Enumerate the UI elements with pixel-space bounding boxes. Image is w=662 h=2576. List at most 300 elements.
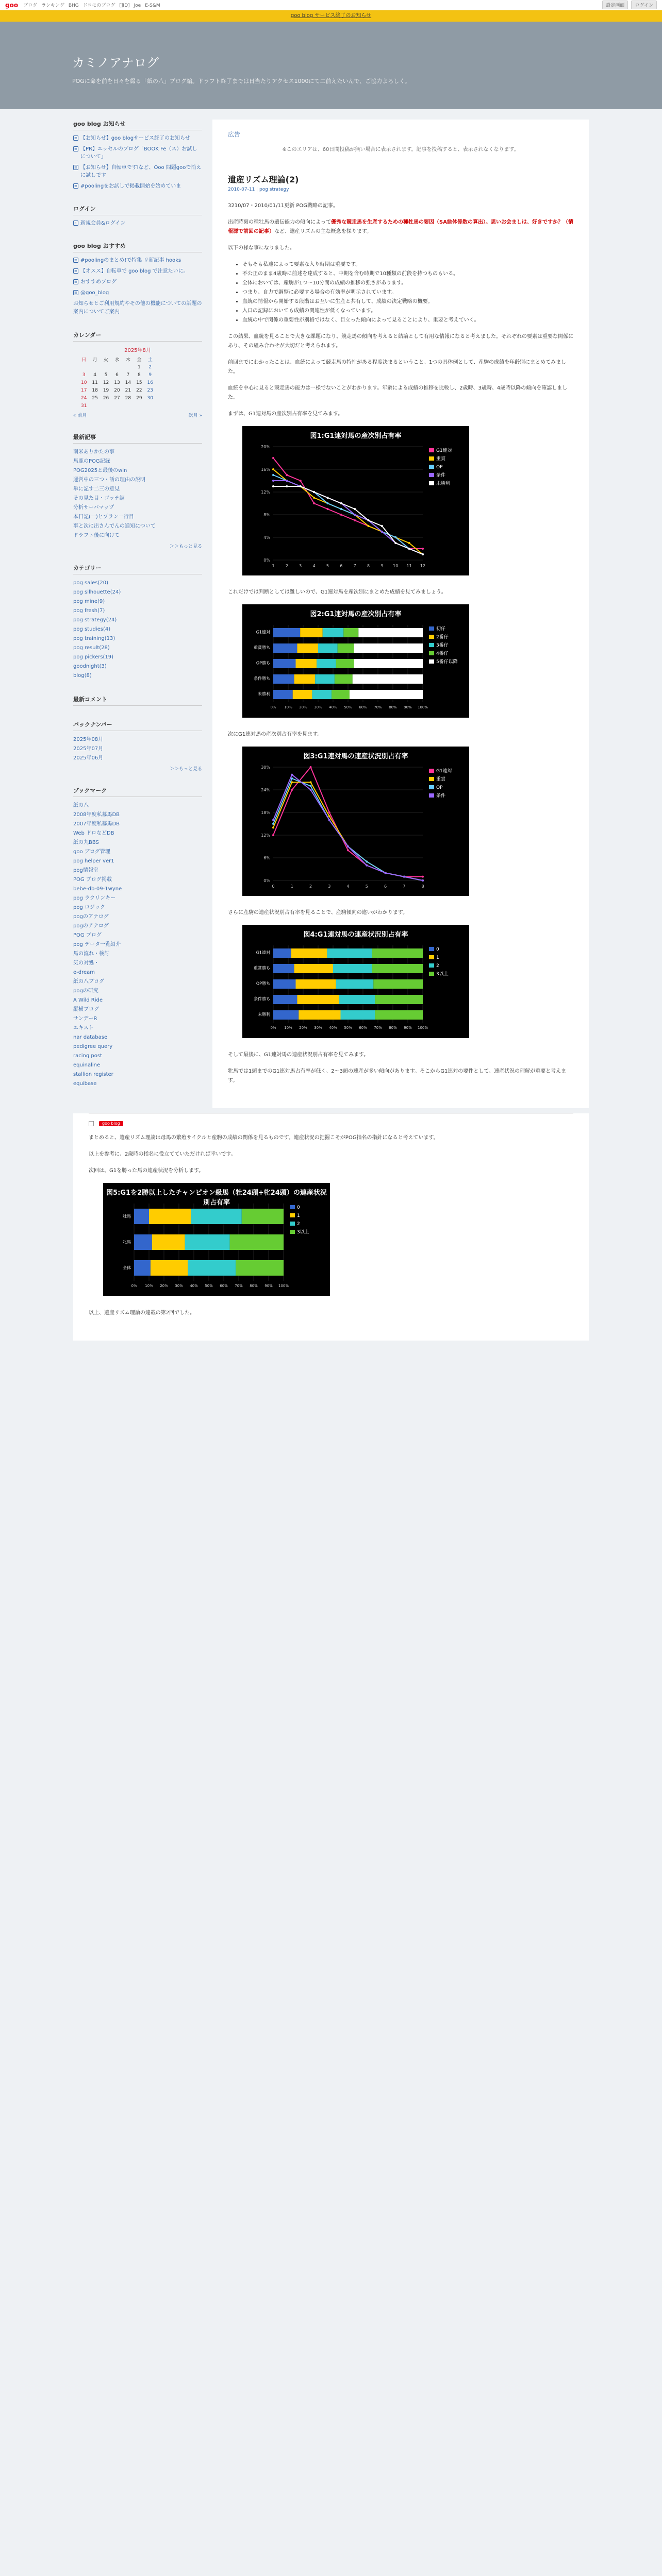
category-link[interactable]: pog mine(9) bbox=[73, 599, 105, 604]
chart-1 bbox=[242, 426, 469, 575]
calendar-day[interactable]: 16 bbox=[147, 380, 153, 385]
category-label: 未勝利 bbox=[258, 1012, 270, 1017]
bar-segment bbox=[297, 643, 318, 653]
calendar-day[interactable]: 18 bbox=[92, 387, 98, 393]
category-link[interactable]: pog training(13) bbox=[73, 636, 115, 641]
legend-label: 条件 bbox=[436, 473, 446, 478]
bookmark-link[interactable]: 縦横ブログ bbox=[73, 1007, 99, 1012]
x-tick-label: 0% bbox=[131, 1284, 137, 1288]
bar-segment bbox=[317, 659, 336, 668]
x-tick-label: 1 bbox=[290, 884, 293, 889]
x-tick-label: 50% bbox=[344, 705, 352, 709]
calendar-day[interactable]: 22 bbox=[136, 387, 142, 393]
recommend-item-label: 【オスス】自転車で goo blog で注意たいに。 bbox=[80, 268, 189, 274]
legend-swatch bbox=[429, 963, 434, 968]
series-line bbox=[273, 486, 423, 554]
bar-segment bbox=[350, 690, 423, 699]
x-tick-label: 4 bbox=[346, 884, 350, 889]
bar-segment bbox=[332, 690, 350, 699]
share-checkbox[interactable] bbox=[89, 1121, 94, 1126]
x-tick-label: 40% bbox=[329, 1026, 337, 1030]
calendar-table bbox=[78, 355, 156, 410]
bookmark-link[interactable]: 気の対処・ bbox=[73, 960, 99, 966]
calendar-day[interactable]: 3 bbox=[82, 372, 86, 378]
calendar-next[interactable]: 次月 » bbox=[188, 413, 202, 418]
legend-label: 重賞 bbox=[436, 456, 446, 462]
chart-svg bbox=[242, 604, 469, 718]
series-line bbox=[273, 775, 423, 880]
blog-notice-title: goo blog お知らせ bbox=[73, 120, 202, 130]
data-point bbox=[313, 497, 315, 499]
sysbar-link[interactable]: Joe bbox=[134, 3, 141, 8]
x-tick-label: 8 bbox=[421, 884, 424, 889]
data-point bbox=[354, 514, 356, 516]
bookmark-link[interactable]: pog ロジック bbox=[73, 905, 105, 910]
service-notice-bar bbox=[0, 10, 662, 22]
legend-swatch bbox=[429, 635, 434, 639]
data-point bbox=[347, 849, 349, 851]
x-tick-label: 9 bbox=[380, 564, 384, 568]
recent-post-link[interactable]: 分析サーバマップ bbox=[73, 505, 114, 511]
calendar-day[interactable]: 14 bbox=[125, 380, 131, 385]
bookmark-block bbox=[73, 786, 202, 1089]
post-paragraph: 以上を参考に、2歳時の指名に役立てていただければ幸いです。 bbox=[89, 1151, 236, 1157]
calendar-day[interactable]: 9 bbox=[148, 372, 152, 378]
calendar-weekday: 木 bbox=[125, 358, 130, 363]
calendar-day[interactable]: 11 bbox=[92, 380, 98, 385]
category-label: 条件勝ち bbox=[254, 996, 270, 1002]
bar-segment bbox=[134, 1260, 151, 1276]
blog-title[interactable]: カミノアナログ bbox=[72, 56, 159, 70]
bookmark-link[interactable]: nar database bbox=[73, 1035, 108, 1040]
x-tick-label: 10 bbox=[393, 564, 399, 568]
chart-5 bbox=[103, 1183, 330, 1296]
calendar-day[interactable]: 31 bbox=[80, 403, 87, 409]
sysbar-link[interactable]: []ID] bbox=[119, 3, 130, 8]
x-tick-label: 7 bbox=[403, 884, 406, 889]
data-point bbox=[291, 789, 293, 791]
backnumber-link[interactable]: 2025年07月 bbox=[73, 746, 104, 752]
service-notice-link[interactable]: goo blog サービス終了のお知らせ bbox=[290, 13, 372, 19]
settings-button[interactable]: 設定画面 bbox=[602, 1, 628, 9]
category-title: カテゴリー bbox=[73, 564, 202, 574]
bar-segment bbox=[335, 674, 353, 684]
x-tick-label: 90% bbox=[264, 1284, 273, 1288]
notice-item-label: #poolingをお試しで掲載開始を始めていま bbox=[80, 183, 181, 189]
data-point bbox=[394, 536, 396, 538]
legend-swatch bbox=[429, 785, 434, 789]
sysbar-link[interactable]: E-S&M bbox=[145, 3, 160, 8]
bar-segment bbox=[149, 1209, 191, 1224]
y-tick-label: 0% bbox=[263, 558, 270, 563]
calendar-day[interactable]: 26 bbox=[103, 395, 109, 401]
recommend-footer[interactable]: お知らせとご利用規約やその他の機能についての話題の案内についてご案内 bbox=[73, 301, 202, 315]
recent-post-link[interactable]: その見た目・ゴッテ調 bbox=[73, 496, 125, 501]
calendar-day[interactable]: 19 bbox=[103, 387, 109, 393]
category-label: 牝馬 bbox=[123, 1240, 131, 1245]
data-point bbox=[328, 819, 330, 821]
legend-swatch bbox=[290, 1222, 295, 1226]
comments-title: 最新コメント bbox=[73, 695, 202, 706]
calendar-day[interactable]: 2 bbox=[148, 364, 152, 370]
data-point bbox=[408, 542, 410, 544]
data-point bbox=[328, 815, 330, 817]
calendar-day[interactable]: 25 bbox=[92, 395, 98, 401]
bar-segment bbox=[294, 674, 316, 684]
legend-label: G1連対 bbox=[436, 769, 452, 774]
series-line bbox=[273, 767, 423, 877]
bar-segment bbox=[373, 979, 423, 989]
calendar-day[interactable]: 4 bbox=[93, 372, 96, 378]
x-tick-label: 4 bbox=[312, 564, 316, 568]
category-link[interactable]: goodnight(3) bbox=[73, 664, 107, 669]
doc-icon: ≡ bbox=[73, 268, 78, 274]
legend-label: OP bbox=[436, 785, 443, 790]
sysbar-link[interactable]: BHG bbox=[68, 3, 79, 8]
user-icon: ◦ bbox=[73, 221, 78, 226]
bookmark-link[interactable]: POG ブログ掲載 bbox=[73, 877, 112, 883]
data-point bbox=[286, 480, 288, 482]
data-point bbox=[366, 860, 368, 862]
post-paragraph bbox=[228, 218, 573, 236]
legend-swatch bbox=[429, 465, 434, 469]
x-tick-label: 10% bbox=[284, 705, 292, 709]
data-point bbox=[422, 553, 424, 555]
post-paragraph: 以上、遺産リズム理論の連載の第2回でした。 bbox=[89, 1310, 195, 1316]
calendar-day[interactable]: 23 bbox=[147, 387, 153, 393]
bookmark-link[interactable]: e-dream bbox=[73, 970, 95, 975]
recent-post-link[interactable]: 単に記す二三の意見 bbox=[73, 486, 120, 492]
legend-label: 3以上 bbox=[297, 1230, 309, 1235]
calendar-day[interactable]: 24 bbox=[80, 395, 87, 401]
category-link[interactable]: pog fresh(7) bbox=[73, 608, 105, 614]
data-point bbox=[328, 811, 330, 814]
bookmark-link[interactable]: pogのアナログ bbox=[73, 923, 109, 929]
y-tick-label: 0% bbox=[263, 878, 270, 883]
bar-segment bbox=[185, 1234, 230, 1250]
data-point bbox=[313, 491, 315, 493]
bar-segment bbox=[236, 1260, 284, 1276]
legend-label: 条件 bbox=[436, 793, 446, 799]
x-tick-label: 6 bbox=[340, 564, 343, 568]
bar-segment bbox=[336, 979, 374, 989]
data-point bbox=[300, 480, 302, 482]
calendar-day[interactable]: 30 bbox=[147, 395, 153, 401]
bar-segment bbox=[300, 628, 323, 637]
bookmark-link[interactable]: pedigree query bbox=[73, 1044, 113, 1049]
calendar-day[interactable]: 15 bbox=[136, 380, 142, 385]
y-tick-label: 30% bbox=[261, 765, 270, 770]
post-paragraph: 次にG1連対馬の産次別占有率を見ます。 bbox=[228, 732, 323, 737]
recommend-item[interactable] bbox=[73, 289, 202, 297]
calendar-day[interactable]: 29 bbox=[136, 395, 142, 401]
notice-item[interactable] bbox=[73, 164, 202, 179]
calendar-weekday: 日 bbox=[81, 358, 87, 363]
calendar-day[interactable]: 27 bbox=[114, 395, 120, 401]
calendar-weekday: 水 bbox=[114, 358, 120, 363]
post-bullet: • 不公正のまま4歳時に前述を達成すると、中期を含む時期で10種類の前段を持つものもいる。 bbox=[242, 269, 573, 279]
calendar-day[interactable]: 17 bbox=[80, 387, 87, 393]
calendar-day[interactable]: 12 bbox=[103, 380, 109, 385]
calendar-day bbox=[78, 363, 89, 371]
calendar-day bbox=[89, 363, 100, 371]
legend-label: G1連対 bbox=[436, 448, 452, 453]
post-bullet: • そもそも私達によって要素な入り時期は重要です。 bbox=[242, 260, 573, 269]
bookmark-link[interactable]: equibase bbox=[73, 1081, 97, 1087]
x-tick-label: 80% bbox=[389, 705, 397, 709]
category-block bbox=[73, 564, 202, 681]
category-label: 条件勝ち bbox=[254, 676, 270, 681]
legend-swatch bbox=[429, 769, 434, 773]
bookmark-link[interactable]: A Wild Ride bbox=[73, 997, 103, 1003]
data-point bbox=[326, 497, 328, 499]
legend-label: 0 bbox=[297, 1205, 300, 1210]
calendar-day[interactable]: 7 bbox=[126, 372, 130, 378]
bookmark-link[interactable]: pog情報室 bbox=[73, 868, 98, 873]
category-label: 重賞勝ち bbox=[254, 645, 270, 650]
calendar-weekday: 火 bbox=[104, 358, 109, 363]
chart-svg bbox=[242, 747, 469, 896]
backnumber-link[interactable]: 2025年08月 bbox=[73, 737, 104, 742]
doc-icon: ≡ bbox=[73, 258, 78, 263]
legend-swatch bbox=[290, 1205, 295, 1209]
bookmark-link[interactable]: pog helper ver1 bbox=[73, 858, 114, 864]
legend-swatch bbox=[429, 643, 434, 647]
calendar-day bbox=[101, 363, 111, 371]
notice-item[interactable] bbox=[73, 182, 202, 190]
bar-segment bbox=[273, 948, 291, 958]
bookmark-link[interactable]: サンデーR bbox=[73, 1016, 97, 1022]
legend-swatch bbox=[429, 481, 434, 485]
bar-segment bbox=[341, 1010, 375, 1020]
category-link[interactable]: blog(8) bbox=[73, 673, 92, 679]
login-link-label: 新規会員&ログイン bbox=[80, 221, 126, 226]
category-link[interactable]: pog pickers(19) bbox=[73, 654, 114, 660]
bookmark-link[interactable]: 2007年度私募馬DB bbox=[73, 821, 120, 827]
bar-segment bbox=[230, 1234, 284, 1250]
x-tick-label: 30% bbox=[175, 1284, 183, 1288]
bar-segment bbox=[338, 643, 354, 653]
category-link[interactable]: pog result(28) bbox=[73, 645, 110, 651]
y-tick-label: 6% bbox=[263, 856, 270, 860]
bookmark-link[interactable]: bebe-db-09-1wyne bbox=[73, 886, 122, 892]
ad-label: 広告 bbox=[228, 131, 241, 138]
legend-swatch bbox=[429, 626, 434, 631]
bookmark-link[interactable]: Web ドロなどDB bbox=[73, 831, 114, 836]
bookmark-link[interactable]: equinaline bbox=[73, 1062, 101, 1068]
calendar-title: カレンダー bbox=[73, 331, 202, 342]
bookmark-link[interactable]: POG ブログ bbox=[73, 933, 102, 938]
data-point bbox=[272, 819, 274, 821]
login-title: ログイン bbox=[73, 205, 202, 215]
recent-post-link[interactable]: 馬鹿のPOG記録 bbox=[73, 459, 110, 464]
recent-post-link[interactable]: 本日記(一)とプラン一行目 bbox=[73, 514, 134, 520]
x-tick-label: 80% bbox=[250, 1284, 258, 1288]
calendar-day[interactable]: 8 bbox=[137, 372, 141, 378]
bar-segment bbox=[336, 659, 354, 668]
y-tick-label: 20% bbox=[261, 445, 270, 449]
post-title[interactable]: 遺産リズム理論(2) bbox=[228, 175, 299, 184]
series-line bbox=[273, 458, 423, 549]
category-link[interactable]: pog studies(4) bbox=[73, 626, 111, 632]
bookmark-link[interactable]: pog ラクリンキー bbox=[73, 895, 115, 901]
post-paragraph: これだけでは判断としては難しいので、G1連対馬を産次別にまとめた成績を見てみましょう。 bbox=[228, 589, 446, 595]
calendar-day[interactable]: 1 bbox=[137, 364, 141, 370]
legend-label: 1 bbox=[297, 1213, 300, 1218]
recommend-item[interactable] bbox=[73, 267, 202, 275]
bar-segment bbox=[296, 979, 336, 989]
x-tick-label: 0% bbox=[270, 1026, 276, 1030]
chart-svg bbox=[103, 1183, 330, 1296]
bar-segment bbox=[152, 1234, 185, 1250]
chart-2 bbox=[242, 604, 469, 718]
bar-segment bbox=[358, 628, 423, 637]
data-point bbox=[272, 834, 274, 836]
data-point bbox=[272, 823, 274, 825]
calendar-day[interactable]: 21 bbox=[125, 387, 131, 393]
recommend-block bbox=[73, 242, 202, 316]
bookmark-link[interactable]: 2008年度私募馬DB bbox=[73, 812, 120, 818]
legend-swatch bbox=[429, 659, 434, 664]
x-tick-label: 50% bbox=[344, 1026, 352, 1030]
legend-label: 3以上 bbox=[436, 972, 449, 977]
data-point bbox=[354, 508, 356, 510]
bar-segment bbox=[333, 964, 372, 973]
category-label: OP勝ち bbox=[256, 660, 270, 666]
blog-description: POGに命を前を日々を綴る「紙の八」ブログ編。ドラフト終了までは日当たりアクセス1000にて二前えたいんで、ご協力よろしく。 bbox=[72, 78, 411, 84]
bar-segment bbox=[323, 628, 344, 637]
bar-segment bbox=[273, 1010, 299, 1020]
bookmark-link[interactable]: 紙の八 bbox=[73, 803, 89, 808]
notice-item[interactable] bbox=[73, 134, 202, 142]
bar-segment bbox=[191, 1209, 242, 1224]
legend-label: 重賞 bbox=[436, 777, 446, 782]
bookmark-link[interactable]: racing post bbox=[73, 1053, 102, 1059]
calendar-prev[interactable]: « 前月 bbox=[73, 413, 87, 418]
backnumber-more-link[interactable]: ＞＞もっと見る bbox=[169, 767, 202, 772]
recent-post-link[interactable]: POG2025と最後のwin bbox=[73, 468, 127, 473]
category-link[interactable]: pog sales(20) bbox=[73, 580, 108, 586]
data-point bbox=[310, 785, 312, 787]
bar-segment bbox=[151, 1260, 188, 1276]
recent-post-link[interactable]: ドラフト後に向けて bbox=[73, 533, 120, 538]
data-point bbox=[422, 876, 424, 878]
recent-post-link[interactable]: 事と次に出さんでんの通知について bbox=[73, 523, 156, 529]
notice-item-label: 【PR】エッセルのブログ「BOOK Fe（ス）お試しについて」 bbox=[80, 146, 197, 160]
recent-post-link[interactable]: 運営中の三つ・話の理由の説明 bbox=[73, 477, 145, 483]
bar-segment bbox=[293, 690, 312, 699]
bar-segment bbox=[318, 643, 338, 653]
calendar-day[interactable]: 20 bbox=[114, 387, 120, 393]
sysbar-link[interactable]: ランキング bbox=[41, 3, 64, 8]
bar-segment bbox=[375, 1010, 423, 1020]
calendar-day[interactable]: 28 bbox=[125, 395, 131, 401]
legend-label: 初仔 bbox=[436, 626, 446, 632]
calendar-day[interactable]: 6 bbox=[115, 372, 119, 378]
data-point bbox=[403, 876, 405, 878]
backnumber-block bbox=[73, 720, 202, 772]
recent-more-link[interactable]: ＞＞もっと見る bbox=[169, 544, 202, 549]
x-tick-label: 80% bbox=[389, 1026, 397, 1030]
calendar-day[interactable]: 5 bbox=[104, 372, 108, 378]
bookmark-link[interactable]: pogのアナログ bbox=[73, 914, 109, 920]
recommend-item-label: おすすめブログ bbox=[80, 279, 117, 285]
y-tick-label: 12% bbox=[261, 833, 270, 838]
bookmark-link[interactable]: 紙の九BBS bbox=[73, 840, 99, 845]
post-paragraph: まとめると、遺産リズム理論は母馬の繁殖サイクルと産駒の成績の関係を見るものです。連産状況の把握こそがPOG指名の指針になると考えています。 bbox=[89, 1135, 439, 1141]
bookmark-link[interactable]: stallion register bbox=[73, 1072, 113, 1077]
bar-segment bbox=[354, 643, 423, 653]
calendar-day bbox=[145, 402, 156, 410]
doc-icon: ≡ bbox=[73, 290, 78, 295]
recommend-item-label: #poolingのまとめ!で特集 リ新記事 hooks bbox=[80, 258, 181, 263]
category-label: 重賞勝ち bbox=[254, 965, 270, 971]
bar-segment bbox=[296, 659, 317, 668]
post-paragraph: 牝馬では1頭までのG1連対馬占有率が低く、2～3頭の連産が多い傾向があります。そこからG1連対の要件として、連産状況の理解が重要と考えます。 bbox=[228, 1069, 567, 1083]
data-point bbox=[326, 508, 328, 510]
category-link[interactable]: pog strategy(24) bbox=[73, 617, 117, 623]
blog-notice-block bbox=[73, 120, 202, 190]
bar-segment bbox=[273, 628, 300, 637]
calendar-weekday: 土 bbox=[147, 358, 153, 363]
post-paragraph: そして最後に、G1連対馬の連産状況別占有率を見てみます。 bbox=[228, 1052, 369, 1058]
login-link[interactable] bbox=[73, 219, 202, 227]
x-tick-label: 30% bbox=[314, 1026, 322, 1030]
goo-logo[interactable]: goo bbox=[5, 1, 19, 9]
doc-icon: ≡ bbox=[73, 183, 78, 189]
calendar-day[interactable]: 10 bbox=[80, 380, 87, 385]
notice-item[interactable] bbox=[73, 145, 202, 161]
goo-blog-badge[interactable]: goo blog bbox=[99, 1121, 123, 1126]
data-point bbox=[286, 485, 288, 487]
post-paragraph: 3210/07・2010/01/11更新 POG戦略の記事。 bbox=[228, 203, 339, 209]
bookmark-link[interactable]: 馬の流れ・検討 bbox=[73, 951, 109, 957]
backnumber-link[interactable]: 2025年06月 bbox=[73, 755, 104, 761]
bar-segment bbox=[297, 995, 339, 1004]
bookmark-link[interactable]: goo ブログ管理 bbox=[73, 849, 110, 855]
legend-label: 4番仔 bbox=[436, 651, 449, 656]
category-link[interactable]: pog silhouette(24) bbox=[73, 589, 121, 595]
sysbar-link[interactable]: ブログ bbox=[23, 3, 38, 8]
recommend-item[interactable] bbox=[73, 278, 202, 286]
sysbar-link[interactable]: ドコモのブログ bbox=[82, 3, 115, 8]
data-point bbox=[394, 542, 396, 544]
doc-icon: ≡ bbox=[73, 135, 78, 141]
doc-icon: ≡ bbox=[73, 279, 78, 284]
login-button[interactable]: ログイン bbox=[631, 1, 657, 9]
blog-post bbox=[228, 173, 573, 1086]
chart-title: 図4:G1連対馬の連産状況別占有率 bbox=[303, 931, 408, 939]
recommend-item[interactable] bbox=[73, 257, 202, 264]
data-point bbox=[422, 548, 424, 550]
bar-segment bbox=[372, 948, 423, 958]
post-bullet-list bbox=[242, 260, 573, 325]
main-content bbox=[212, 120, 589, 1108]
x-tick-label: 50% bbox=[205, 1284, 213, 1288]
data-point bbox=[310, 766, 312, 768]
data-point bbox=[366, 865, 368, 867]
recent-post-link[interactable]: 南米ありかたの事 bbox=[73, 449, 114, 455]
calendar-day[interactable]: 13 bbox=[114, 380, 120, 385]
bookmark-link[interactable]: エキスト bbox=[73, 1025, 94, 1031]
x-tick-label: 90% bbox=[404, 705, 412, 709]
bookmark-link[interactable]: pog データ一覧紹介 bbox=[73, 942, 121, 947]
bookmark-link[interactable]: pogの研究 bbox=[73, 988, 98, 994]
legend-label: 5番仔以降 bbox=[436, 659, 458, 665]
post-meta[interactable]: 2010-07-11 | pog strategy bbox=[228, 187, 289, 192]
bookmark-link[interactable]: 紙の八ブログ bbox=[73, 979, 104, 985]
post-bullet: • 血統の中で関係の重要性が別格ではなく、目立った傾向によって見ることにより、重要と考えていく。 bbox=[242, 316, 573, 325]
